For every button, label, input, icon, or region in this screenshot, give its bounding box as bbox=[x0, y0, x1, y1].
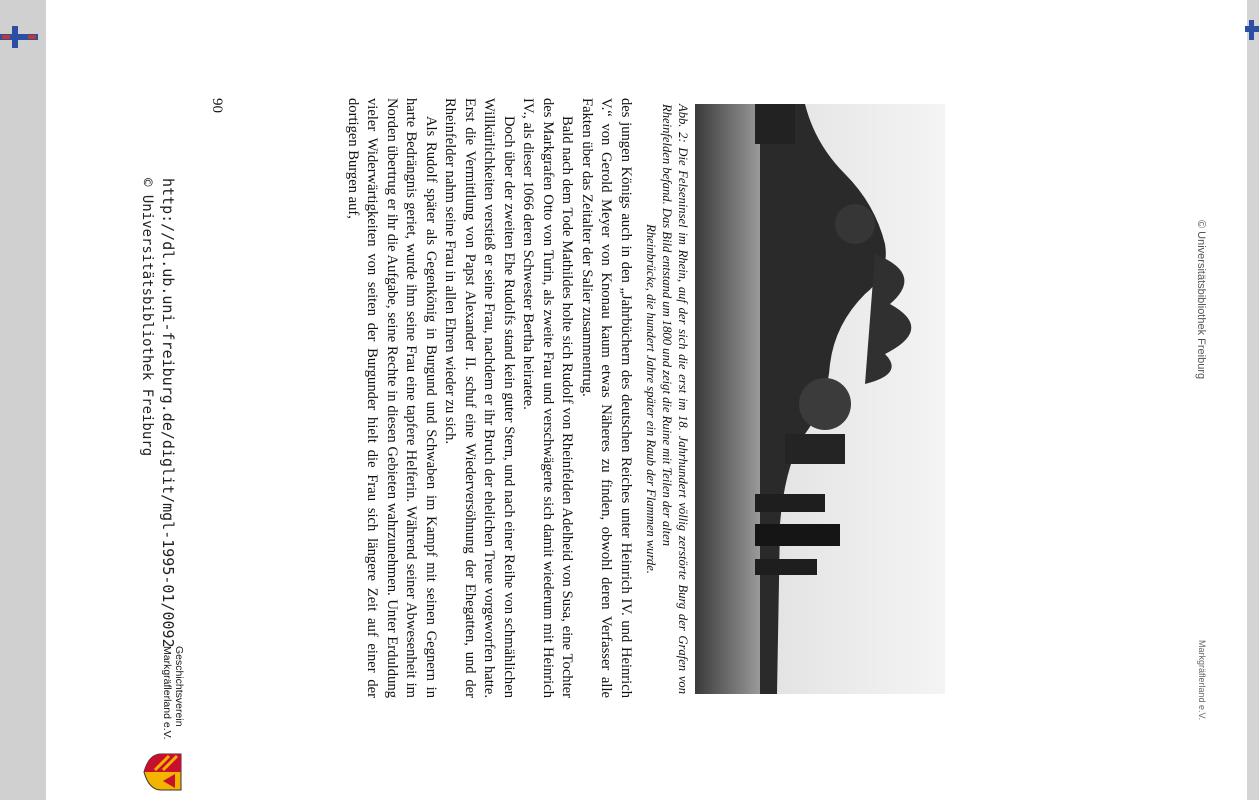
registration-mark-icon bbox=[1245, 20, 1259, 40]
caption-line: Rheinbrücke, die hundert Jahre später ein Raub der Flammen wurde. bbox=[644, 224, 658, 574]
left-margin bbox=[0, 0, 46, 800]
registration-mark-icon bbox=[0, 26, 38, 48]
copyright-notice: © Universitätsbibliothek Freiburg bbox=[139, 178, 155, 457]
paragraph: Bald nach dem Tode Mathildes holte sich Rudolf von Rheinfelden Adelheid von Susa, eine Tochter des Markgrafen Otto von Turin, als zweite Frau und verschwägerte sich damit wiederum mit Heinrich IV., als dieser 1066 deren Schwester Bertha heiratete. bbox=[520, 98, 576, 698]
page-number: 90 bbox=[209, 98, 225, 113]
source-url-link[interactable]: http://dl.ub.uni-freiburg.de/diglit/mgl-1995-01/0092 bbox=[159, 178, 177, 648]
coat-of-arms-icon bbox=[143, 752, 183, 792]
publisher-line: Geschichtsverein bbox=[173, 646, 185, 727]
castle-ruin-engraving bbox=[695, 104, 945, 694]
publisher-line: Markgräflerland e.V. bbox=[161, 646, 173, 740]
publisher-label bbox=[161, 646, 185, 740]
right-margin bbox=[1247, 0, 1259, 800]
body-text bbox=[343, 98, 636, 698]
caption-line: Abb. 2: Die Felseninsel im Rhein, auf der sich die erst im 18. Jahrhundert völlig zerstörte Burg der Grafen von Rheinfelden befand. Das Bild entstand um 1800 und zeigt die Ruine mit Teilen der alten bbox=[660, 104, 690, 694]
paragraph: des jungen Königs auch in den „Jahrbüchern des deutschen Reiches unter Heinrich IV. und Heinrich V.“ von Gerold Meyer von Knonau kaum etwas Näheres zu finden, obwohl deren Verfasser alle Fakten über das Zeitalter der Salier zusammentrug. bbox=[579, 98, 634, 698]
cut-edge-text: Markgräflerland e.V. bbox=[1197, 640, 1207, 721]
cut-edge-text: © Universitätsbibliothek Freiburg bbox=[1195, 220, 1207, 380]
paragraph: Als Rudolf später als Gegenkönig in Burgund und Schwaben im Kampf mit seinen Gegnern in harte Bedrängnis geriet, wurde ihm seine Frau eine tapfere Helferin. Während seiner Abwesenheit im Norden übertrug er ihr die Aufgabe, seine Rechte in diesen Gebieten wahrzunehmen. Unter Erduldung vieler Widerwärtigkeiten von seiten der Burgunder hielt die Frau sich längere Zeit auf einer der dortigen Burgen auf, bbox=[345, 98, 439, 698]
paragraph: Doch über der zweiten Ehe Rudolfs stand kein guter Stern, und nach einer Reihe von schmählichen Willkürlichkeiten verstieß er seine Frau, nachdem er ihr Bruch der ehelichen Treue vorgeworfen hatte. Erst die Vermittlung von Papst Alexander II. schuf eine Wiederversöhnung der Ehegatten, und der Rheinfelder nahm seine Frau in allen Ehren wieder zu sich. bbox=[442, 98, 517, 698]
image-caption bbox=[643, 104, 691, 694]
rotated-page-content bbox=[45, 0, 1207, 800]
